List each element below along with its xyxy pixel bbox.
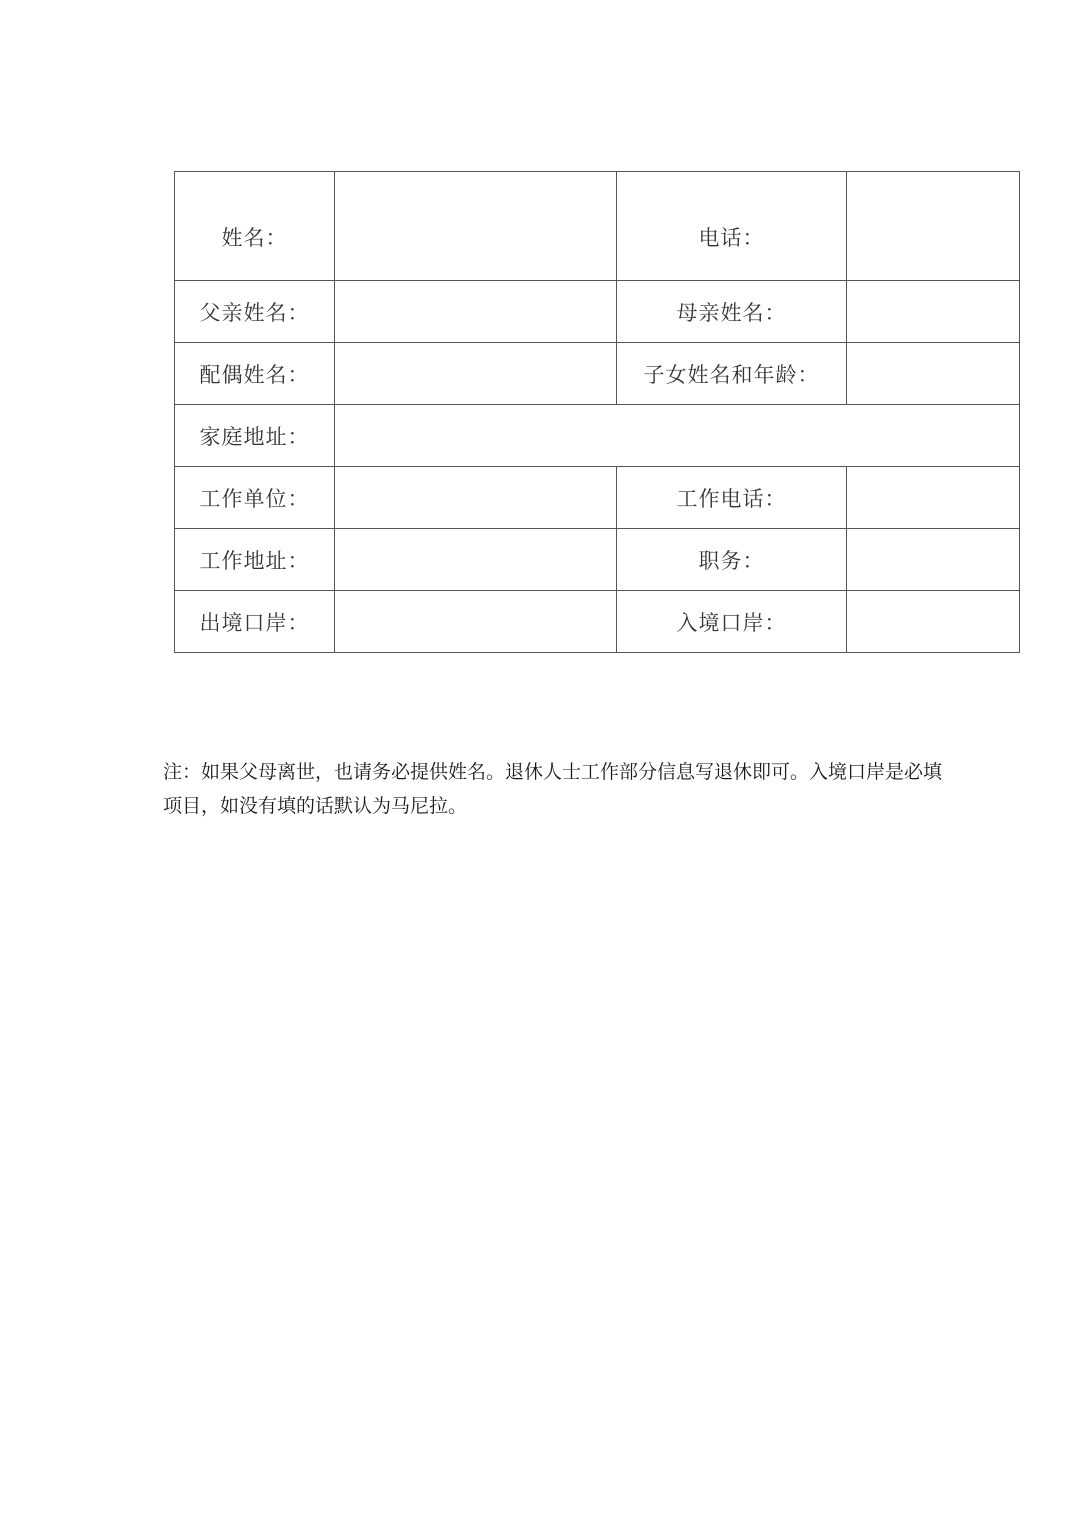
form-row-parents [175,281,1020,343]
label-work-address: 工作地址： [175,529,335,591]
label-work-phone: 工作电话： [617,467,847,529]
field-children-names-ages[interactable] [847,343,1020,405]
label-phone: 电话： [617,172,847,281]
field-phone[interactable] [847,172,1020,281]
label-name: 姓名： [175,172,335,281]
field-employer[interactable] [335,467,617,529]
field-home-address[interactable] [335,405,1020,467]
label-home-address: 家庭地址： [175,405,335,467]
label-departure-port: 出境口岸： [175,591,335,653]
form-row-home-address [175,405,1020,467]
form-row-family [175,343,1020,405]
label-father-name: 父亲姓名： [175,281,335,343]
field-position[interactable] [847,529,1020,591]
field-father-name[interactable] [335,281,617,343]
field-work-phone[interactable] [847,467,1020,529]
label-children-names-ages: 子女姓名和年龄： [617,343,847,405]
form-row-employer [175,467,1020,529]
field-departure-port[interactable] [335,591,617,653]
label-employer: 工作单位： [175,467,335,529]
form-row-work-address [175,529,1020,591]
label-entry-port: 入境口岸： [617,591,847,653]
field-name[interactable] [335,172,617,281]
field-spouse-name[interactable] [335,343,617,405]
info-form-table [174,171,1020,653]
label-position: 职务： [617,529,847,591]
field-mother-name[interactable] [847,281,1020,343]
form-row-ports [175,591,1020,653]
field-work-address[interactable] [335,529,617,591]
form-row-name-phone [175,172,1020,281]
label-mother-name: 母亲姓名： [617,281,847,343]
field-entry-port[interactable] [847,591,1020,653]
form-note: 注：如果父母离世，也请务必提供姓名。退休人士工作部分信息写退休即可。入境口岸是必填项目，如没有填的话默认为马尼拉。 [163,761,943,817]
label-spouse-name: 配偶姓名： [175,343,335,405]
